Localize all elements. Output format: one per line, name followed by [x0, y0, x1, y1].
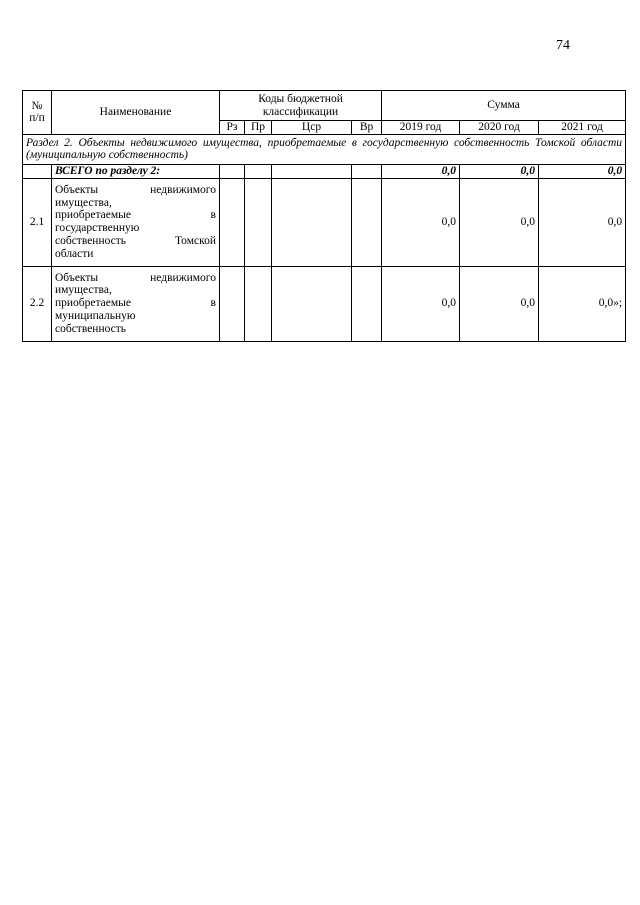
- row-2021: 0,0: [539, 178, 626, 266]
- row-name-line: Объекты недвижимого: [55, 271, 216, 284]
- header-csr: Цср: [272, 121, 352, 135]
- row-name: [52, 178, 220, 266]
- total-2021: 0,0: [539, 164, 626, 178]
- row-name-line: области: [55, 247, 94, 260]
- row-num: 2.1: [23, 178, 52, 266]
- total-2019: 0,0: [382, 164, 460, 178]
- header-pr: Пр: [245, 121, 272, 135]
- row-2021: 0,0»;: [539, 266, 626, 341]
- header-year-2019: 2019 год: [382, 121, 460, 135]
- header-codes-line1: Коды бюджетной: [258, 92, 343, 105]
- row-vr: [352, 266, 382, 341]
- total-rz: [220, 164, 245, 178]
- header-rz: Рз: [220, 121, 245, 135]
- row-name-line: приобретаемые в: [55, 297, 216, 310]
- row-vr: [352, 178, 382, 266]
- header-vr: Вр: [352, 121, 382, 135]
- header-codes-line2: классификации: [262, 105, 339, 118]
- total-num: [23, 164, 52, 178]
- table-row: [23, 178, 626, 266]
- row-2020: 0,0: [460, 266, 539, 341]
- row-name-line: собственность: [55, 322, 127, 335]
- header-year-2020: 2020 год: [460, 121, 539, 135]
- row-pr: [245, 178, 272, 266]
- header-name: Наименование: [52, 91, 220, 135]
- row-2019: 0,0: [382, 178, 460, 266]
- row-csr: [272, 178, 352, 266]
- header-row-1: [23, 91, 626, 121]
- table-row: [23, 266, 626, 341]
- total-vr: [352, 164, 382, 178]
- total-pr: [245, 164, 272, 178]
- header-codes: [220, 91, 382, 121]
- header-sum: Сумма: [382, 91, 626, 121]
- budget-table: [22, 90, 626, 342]
- row-num: 2.2: [23, 266, 52, 341]
- header-num: [23, 91, 52, 135]
- page-number: 74: [556, 38, 570, 53]
- row-name-line: имущества,: [55, 196, 112, 209]
- row-name-line: Объекты недвижимого: [55, 183, 216, 196]
- header-num-line1: №: [31, 99, 43, 112]
- total-row: [23, 164, 626, 178]
- total-label: ВСЕГО по разделу 2:: [52, 164, 220, 178]
- header-year-2021: 2021 год: [539, 121, 626, 135]
- row-name-line: муниципальную: [55, 309, 136, 322]
- section-title: Раздел 2. Объекты недвижимого имущества, приобретаемые в государственную собственность Томской области (муниципальную собственность): [23, 134, 626, 164]
- row-csr: [272, 266, 352, 341]
- row-name: [52, 266, 220, 341]
- row-pr: [245, 266, 272, 341]
- total-2020: 0,0: [460, 164, 539, 178]
- header-num-line2: п/п: [29, 112, 45, 125]
- row-name-line: приобретаемые в: [55, 209, 216, 222]
- row-name-line: государственную: [55, 222, 140, 235]
- row-name-line: собственность Томской: [55, 234, 216, 247]
- row-rz: [220, 266, 245, 341]
- row-rz: [220, 178, 245, 266]
- section-row: [23, 134, 626, 164]
- row-name-line: имущества,: [55, 284, 112, 297]
- row-2019: 0,0: [382, 266, 460, 341]
- total-csr: [272, 164, 352, 178]
- row-2020: 0,0: [460, 178, 539, 266]
